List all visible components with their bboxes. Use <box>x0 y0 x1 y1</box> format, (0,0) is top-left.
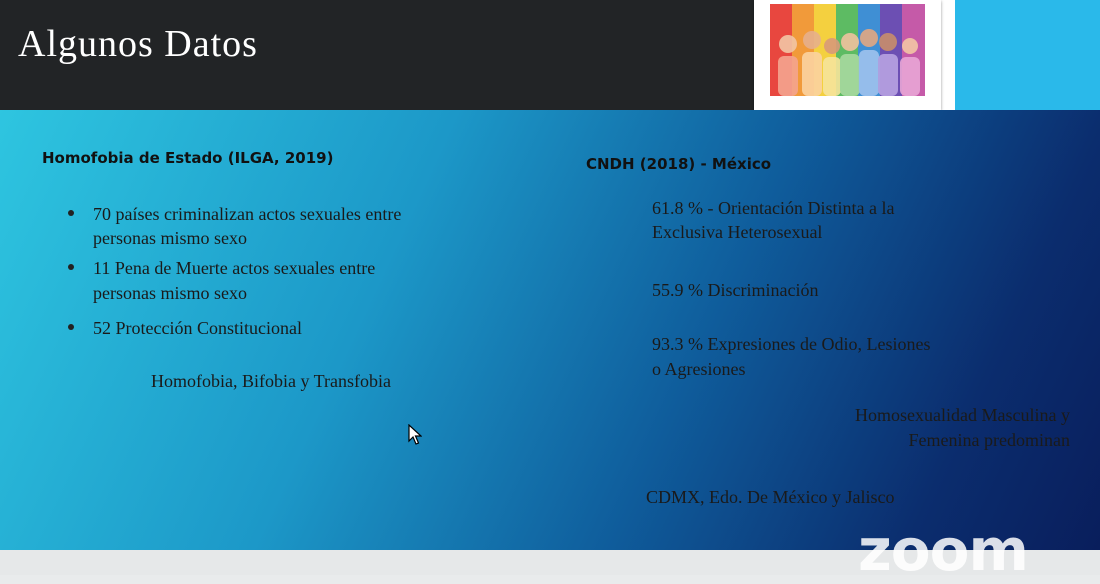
rainbow-people-illustration-icon <box>754 0 941 110</box>
bullet-3-line-1: 52 Protección Constitucional <box>93 318 302 338</box>
bullet-2-line-1: 11 Pena de Muerte actos sexuales entre <box>93 258 376 278</box>
places-text: CDMX, Edo. De México y Jalisco <box>646 487 895 507</box>
left-heading: Homofobia de Estado (ILGA, 2019) <box>42 149 334 167</box>
header-divider <box>941 0 955 110</box>
stat-1-line-1: 61.8 % - Orientación Distinta a la <box>652 198 895 218</box>
mouse-pointer-icon <box>408 424 422 451</box>
slide-title: Algunos Datos <box>18 23 258 65</box>
header-accent-block <box>955 0 1100 110</box>
note-line-1: Homosexualidad Masculina y <box>855 405 1070 425</box>
bullet-dot <box>68 324 74 330</box>
stat-3-line-2: o Agresiones <box>652 359 746 379</box>
bullet-dot <box>68 264 74 270</box>
stat-3-line-1: 93.3 % Expresiones de Odio, Lesiones <box>652 334 931 354</box>
bullet-2-line-2: personas mismo sexo <box>93 283 247 303</box>
stat-2: 55.9 % Discriminación <box>652 280 819 300</box>
bullet-1-line-2: personas mismo sexo <box>93 228 247 248</box>
bullet-dot <box>68 210 74 216</box>
left-footer-text: Homofobia, Bifobia y Transfobia <box>151 371 391 391</box>
bullet-1-line-1: 70 países criminalizan actos sexuales entre <box>93 204 402 224</box>
right-heading: CNDH (2018) - México <box>586 155 772 173</box>
stat-1-line-2: Exclusiva Heterosexual <box>652 222 823 242</box>
zoom-watermark: zoom <box>858 516 1028 584</box>
note-line-2: Femenina predominan <box>908 430 1070 450</box>
